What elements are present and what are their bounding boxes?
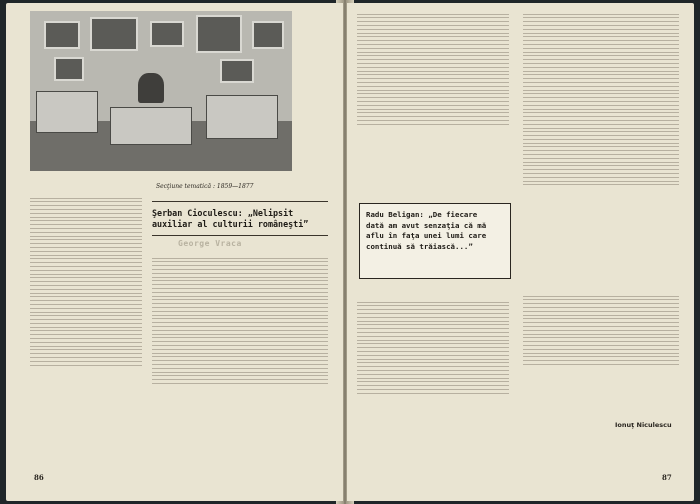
- article-headline: [152, 208, 332, 230]
- interview-pullquote-box: [359, 203, 511, 279]
- headline-rule-bottom: [152, 235, 328, 236]
- photo-caption: Secţiune tematică : 1859—1877: [156, 183, 254, 190]
- interview-headline-line4: continuă să trăiască...”: [366, 241, 473, 251]
- right-page-column1-top: [357, 11, 509, 189]
- interview-headline: [366, 210, 506, 252]
- left-page-number: 86: [34, 473, 44, 482]
- right-page-column1-bottom: [357, 299, 509, 449]
- article-headline-line2: auxiliar al culturii româneşti”: [152, 219, 309, 229]
- right-page-column2-bottom: [523, 293, 679, 413]
- left-page: [6, 3, 343, 501]
- show-through-text: George Vraca: [178, 239, 242, 248]
- headline-rule-top: [152, 201, 328, 202]
- right-page: [347, 3, 694, 501]
- right-page-column2: [523, 11, 679, 287]
- interview-headline-line3: aflu în faţa unei lumi care: [366, 231, 487, 241]
- left-column-text: [30, 195, 142, 457]
- interview-headline-line1: Radu Beligan: „De fiecare: [366, 210, 478, 219]
- exhibition-photo: [30, 11, 292, 171]
- right-page-number: 87: [662, 473, 672, 482]
- right-column-text: [152, 255, 328, 457]
- article-author: Ionuţ Niculescu: [615, 421, 672, 429]
- interview-headline-line2: dată am avut senzaţia că mă: [366, 220, 487, 230]
- article-headline-line1: Şerban Cioculescu: „Nelipsit: [152, 208, 294, 218]
